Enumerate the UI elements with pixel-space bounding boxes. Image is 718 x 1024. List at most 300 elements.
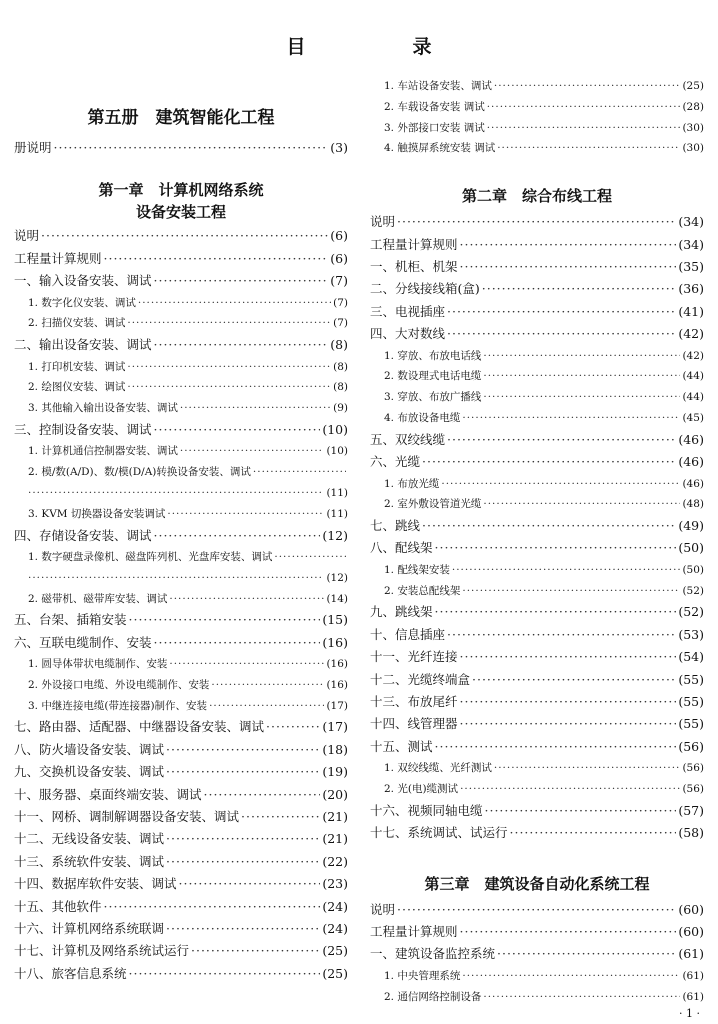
toc-entry-label: 1. 布放光缆 [384, 477, 440, 490]
toc-entry-page: (20) [322, 786, 348, 802]
toc-entry-page: (42) [682, 349, 704, 362]
leader-dots [154, 270, 329, 292]
toc-entry-label: 2. 数设理式电话电缆 [384, 370, 482, 383]
toc-entry-label: 十三、布放尾纤 [370, 694, 458, 710]
toc-subentry[interactable] [14, 675, 348, 696]
toc-subentry[interactable] [370, 97, 704, 118]
toc-entry[interactable] [370, 943, 704, 965]
toc-subentry[interactable] [370, 779, 704, 800]
toc-entry-label: 2. 模/数(A/D)、数/模(D/A)转换设备安装、调试 [28, 466, 251, 479]
chapter3-title: 第三章 建筑设备自动化系统工程 [424, 874, 650, 893]
toc-entry-label: 3. KVM 切换器设备安装调试 [28, 507, 166, 520]
toc-entry-page: (17) [326, 699, 348, 712]
toc-entry-page: (30) [682, 121, 704, 134]
toc-entry[interactable] [370, 691, 704, 713]
toc-entry-page: (18) [322, 741, 348, 757]
toc-entry[interactable] [14, 851, 348, 873]
toc-entry-label: 1. 穿放、布放电话线 [384, 349, 482, 362]
leader-dots [274, 547, 346, 568]
toc-entry[interactable] [14, 248, 348, 270]
leader-dots [28, 568, 324, 589]
leader-dots [241, 806, 320, 828]
leader-dots [435, 537, 677, 559]
chapter1-continued-entries [370, 76, 704, 159]
toc-entry-page: (16) [326, 658, 348, 671]
page-title: 目 录 [286, 36, 476, 58]
toc-entry-label: 1. 数字化仪安装、调试 [28, 296, 136, 309]
toc-entry-label: 2. 光(电)缆测试 [384, 783, 459, 795]
toc-entry-page: (6) [330, 250, 348, 266]
toc-entry-label: 十六、视频同轴电缆 [370, 802, 483, 818]
toc-entry[interactable] [14, 873, 348, 895]
leader-dots [211, 675, 324, 696]
toc-entry-page: (55) [678, 671, 704, 687]
toc-entry-label: 2. 外设接口电缆、外设电缆制作、安装 [28, 678, 210, 691]
leader-dots [28, 483, 324, 504]
toc-entry-label: 2. 通信网络控制设备 [384, 990, 482, 1003]
leader-dots [494, 76, 681, 97]
toc-entry-page: (19) [322, 764, 348, 780]
toc-entry-page: (56) [678, 738, 704, 754]
toc-entry-page: (8) [333, 360, 348, 373]
leader-dots [483, 366, 680, 387]
toc-subentry[interactable] [14, 696, 348, 717]
toc-entry-page: (61) [682, 969, 704, 982]
toc-entry[interactable] [14, 334, 348, 356]
toc-entry-label: 一、建筑设备监控系统 [370, 946, 496, 962]
toc-entry[interactable] [14, 828, 348, 850]
leader-dots [462, 408, 680, 429]
leader-dots [41, 225, 328, 247]
chapter2-title: 第二章 综合布线工程 [461, 187, 612, 206]
toc-entry-page: (16) [322, 634, 348, 650]
toc-entry-page: (46) [678, 431, 704, 447]
toc-entry-label: 七、路由器、适配器、中继器设备安装、调试 [14, 719, 265, 735]
toc-subentry[interactable] [14, 357, 348, 378]
toc-entry-label: 册说明 [14, 140, 52, 155]
leader-dots [54, 137, 329, 159]
toc-entry-page: (14) [326, 592, 348, 605]
toc-entry-label: 4. 触摸屏系统安装 调试 [384, 142, 496, 155]
toc-entry[interactable] [370, 669, 704, 691]
toc-entry-page: (55) [678, 694, 704, 710]
toc-entry-page: (56) [682, 762, 704, 775]
toc-subentry[interactable] [370, 366, 704, 387]
leader-dots [166, 828, 320, 850]
toc-entry-page: (60) [678, 923, 704, 939]
toc-subentry[interactable] [14, 441, 348, 462]
toc-entry-label: 十一、光纤连接 [370, 649, 458, 665]
toc-entry-label: 十七、系统调试、试运行 [370, 825, 508, 841]
toc-subentry[interactable] [370, 966, 704, 987]
toc-entry-page: (61) [678, 946, 704, 962]
leader-dots [154, 632, 321, 654]
leader-dots [422, 515, 676, 537]
leader-dots [487, 118, 681, 139]
toc-entry-page: (44) [682, 391, 704, 404]
leader-dots [129, 963, 321, 985]
toc-entry-page: (36) [678, 281, 704, 297]
leader-dots [460, 646, 677, 668]
toc-entry-page: (21) [322, 831, 348, 847]
leader-dots [127, 313, 331, 334]
toc-entry-label: 工程量计算规则 [370, 923, 458, 939]
toc-entry-label: 2. 室外敷设管道光缆 [384, 498, 482, 511]
toc-entry-page: (25) [322, 965, 348, 981]
toc-entry-page: (34) [678, 236, 704, 252]
toc-subentry[interactable] [14, 504, 348, 525]
toc-subentry[interactable] [14, 462, 348, 483]
toc-entry-label: 八、配线架 [370, 540, 433, 556]
toc-left-column [14, 103, 348, 985]
toc-entry[interactable] [370, 646, 704, 668]
toc-entry-label: 十、信息插座 [370, 626, 446, 642]
toc-entry-page: (11) [326, 507, 348, 520]
toc-subentry[interactable] [370, 76, 704, 97]
toc-subentry[interactable] [14, 568, 348, 589]
leader-dots [127, 357, 331, 378]
toc-entry-page: (45) [682, 411, 704, 424]
chapter1-title-line2: 设备安装工程 [135, 203, 226, 222]
leader-dots [138, 293, 331, 314]
toc-entry-page: (10) [322, 421, 348, 437]
toc-subentry[interactable] [14, 313, 348, 334]
toc-entry-page: (22) [322, 853, 348, 869]
toc-entry-page: (57) [678, 802, 704, 818]
leader-dots [483, 987, 680, 1008]
toc-subentry[interactable] [14, 547, 348, 568]
leader-dots [166, 739, 320, 761]
toc-entry-page: (6) [330, 228, 348, 244]
toc-entry-label: 一、输入设备安装、调试 [14, 273, 152, 289]
toc-entry-page: (11) [326, 486, 348, 499]
page-number: · 1 · [679, 1007, 700, 1020]
toc-entry-page: (52) [682, 584, 704, 597]
toc-entry-page: (21) [322, 809, 348, 825]
toc-entry-label: 1. 配线架安装 [384, 563, 450, 576]
toc-entry-page: (46) [682, 477, 704, 490]
toc-entry-label: 1. 双绞线缆、光纤测试 [384, 762, 492, 775]
leader-dots [462, 581, 680, 602]
toc-entry-volume-intro[interactable] [14, 137, 348, 159]
toc-entry-label: 3. 穿放、布放广播线 [384, 391, 482, 404]
toc-entry-page: (25) [682, 80, 704, 92]
toc-entry-label: 十八、旅客信息系统 [14, 965, 127, 981]
leader-dots [129, 609, 321, 631]
toc-entry-label: 十二、无线设备安装、调试 [14, 831, 165, 847]
toc-subentry[interactable] [370, 494, 704, 515]
toc-subentry[interactable] [370, 581, 704, 602]
toc-entry-label: 说明 [370, 214, 396, 230]
leader-dots [494, 758, 681, 779]
toc-subentry[interactable] [370, 387, 704, 408]
toc-entry-page: (48) [682, 498, 704, 511]
leader-dots [209, 696, 324, 717]
toc-entry[interactable] [370, 537, 704, 559]
toc-subentry[interactable] [370, 560, 704, 581]
leader-dots [447, 301, 676, 323]
toc-entry-page: (30) [682, 142, 704, 155]
toc-entry-label: 四、存储设备安装、调试 [14, 527, 152, 543]
leader-dots [397, 211, 676, 233]
toc-entry-label: 说明 [14, 228, 40, 244]
leader-dots [460, 921, 677, 943]
toc-entry-label: 3. 外部接口安装 调试 [384, 121, 485, 134]
leader-dots [180, 441, 325, 462]
toc-entry[interactable] [370, 899, 704, 921]
toc-entry-page: (7) [333, 317, 348, 330]
toc-entry-page: (35) [678, 258, 704, 274]
toc-entry-page: (60) [678, 901, 704, 917]
leader-dots [397, 899, 676, 921]
leader-dots [435, 736, 677, 758]
toc-subentry[interactable] [370, 987, 704, 1008]
leader-dots [435, 601, 677, 623]
toc-subentry[interactable] [370, 474, 704, 495]
leader-dots [127, 377, 331, 398]
toc-entry[interactable] [14, 270, 348, 292]
toc-entry-label: 九、跳线架 [370, 604, 433, 620]
toc-entry-page: (10) [326, 445, 348, 458]
toc-entry-label: 工程量计算规则 [370, 236, 458, 252]
toc-entry[interactable] [370, 234, 704, 256]
leader-dots [483, 387, 680, 408]
toc-subentry[interactable] [370, 346, 704, 367]
toc-entry-label: 1. 数字硬盘录像机、磁盘阵列机、光盘库安装、调试 [28, 550, 273, 563]
toc-entry[interactable] [370, 429, 704, 451]
leader-dots [154, 419, 321, 441]
toc-entry[interactable] [370, 278, 704, 300]
toc-entry[interactable] [370, 451, 704, 473]
chapter3-entries [370, 899, 704, 1008]
leader-dots [483, 494, 680, 515]
toc-entry-label: 3. 中继连接电缆(带连接器)制作、安装 [28, 699, 208, 712]
leader-dots [487, 97, 681, 118]
leader-dots [266, 716, 320, 738]
toc-entry[interactable] [14, 761, 348, 783]
toc-entry-page: (41) [678, 303, 704, 319]
toc-entry-page: (12) [322, 527, 348, 543]
toc-entry[interactable] [14, 918, 348, 940]
leader-dots [460, 691, 677, 713]
toc-entry-page: (50) [678, 540, 704, 556]
toc-entry-label: 十四、线管理器 [370, 716, 458, 732]
toc-entry[interactable] [370, 323, 704, 345]
leader-dots [462, 966, 680, 987]
toc-entry-label: 三、控制设备安装、调试 [14, 421, 152, 437]
toc-entry-label: 七、跳线 [370, 518, 421, 534]
toc-entry[interactable] [14, 716, 348, 738]
toc-entry-label: 1. 打印机安装、调试 [28, 360, 126, 373]
leader-dots [166, 918, 320, 940]
toc-entry-page: (12) [326, 571, 348, 584]
toc-subentry[interactable] [14, 398, 348, 419]
toc-entry[interactable] [370, 211, 704, 233]
toc-entry-page: (15) [322, 612, 348, 628]
toc-entry-label: 六、互联电缆制作、安装 [14, 634, 152, 650]
toc-entry-label: 二、分线接线箱(盒) [370, 281, 480, 297]
toc-entry[interactable] [14, 225, 348, 247]
toc-entry-page: (44) [682, 370, 704, 383]
toc-subentry[interactable] [14, 654, 348, 675]
toc-entry-label: 1. 计算机通信控制器安装、调试 [28, 445, 178, 458]
toc-entry-page: (34) [678, 214, 704, 230]
toc-entry-label: 2. 绘图仪安装、调试 [28, 381, 126, 394]
toc-entry-label: 二、输出设备安装、调试 [14, 337, 152, 353]
toc-entry-label: 十三、系统软件安装、调试 [14, 853, 165, 869]
toc-entry-label: 八、防火墙设备安装、调试 [14, 741, 165, 757]
leader-dots [166, 851, 320, 873]
leader-dots [447, 624, 676, 646]
leader-dots [447, 429, 676, 451]
chapter2-entries [370, 211, 704, 844]
leader-dots [167, 504, 324, 525]
toc-entry-page: (7) [333, 296, 348, 309]
toc-entry-page: (56) [682, 783, 704, 795]
toc-entry-page: (49) [678, 518, 704, 534]
toc-entry[interactable] [370, 736, 704, 758]
toc-entry-label: 2. 安装总配线架 [384, 584, 461, 597]
leader-dots [510, 822, 677, 844]
toc-entry-label: 1. 车站设备安装、调试 [384, 80, 492, 92]
toc-entry-page: (42) [678, 326, 704, 342]
toc-entry-page: (53) [678, 626, 704, 642]
toc-entry[interactable] [370, 301, 704, 323]
leader-dots [447, 323, 676, 345]
toc-entry[interactable] [14, 784, 348, 806]
toc-entry[interactable] [14, 940, 348, 962]
toc-entry-page: (16) [326, 678, 348, 691]
toc-entry-label: 十五、测试 [370, 738, 433, 754]
toc-subentry[interactable] [370, 138, 704, 159]
toc-entry[interactable] [370, 256, 704, 278]
leader-dots [460, 713, 677, 735]
toc-entry-label: 2. 磁带机、磁带库安装、调试 [28, 592, 168, 605]
toc-entry-page: (3) [330, 140, 348, 155]
toc-entry-label: 五、台架、插箱安装 [14, 612, 127, 628]
leader-dots [485, 800, 677, 822]
leader-dots [191, 940, 320, 962]
leader-dots [154, 525, 321, 547]
leader-dots [460, 234, 677, 256]
toc-subentry[interactable] [370, 118, 704, 139]
toc-subentry[interactable] [370, 758, 704, 779]
toc-entry-label: 1. 圆导体带状电缆制作、安装 [28, 658, 168, 671]
toc-entry[interactable] [370, 822, 704, 844]
toc-entry[interactable] [370, 921, 704, 943]
toc-entry-label: 1. 中央管理系统 [384, 969, 461, 982]
toc-entry-page: (55) [678, 716, 704, 732]
leader-dots [441, 474, 680, 495]
toc-entry[interactable] [14, 806, 348, 828]
toc-entry-page: (7) [330, 273, 348, 289]
toc-right-column [370, 76, 704, 1007]
toc-entry-label: 六、光缆 [370, 454, 421, 470]
toc-entry-label: 一、机柜、机架 [370, 258, 458, 274]
toc-entry-page: (8) [330, 337, 348, 353]
toc-entry-page: (24) [322, 898, 348, 914]
leader-dots [460, 779, 680, 800]
leader-dots [104, 896, 321, 918]
toc-entry-label: 2. 车载设备安装 调试 [384, 100, 485, 113]
volume-title: 第五册 建筑智能化工程 [87, 108, 275, 128]
leader-dots [482, 278, 677, 300]
toc-entry[interactable] [370, 515, 704, 537]
toc-entry-page: (58) [678, 825, 704, 841]
toc-subentry[interactable] [14, 589, 348, 610]
toc-entry-label: 十、服务器、桌面终端安装、调试 [14, 786, 202, 802]
toc-entry[interactable] [14, 632, 348, 654]
toc-entry-page: (54) [678, 649, 704, 665]
toc-entry-page: (8) [333, 381, 348, 394]
toc-entry-page: (28) [682, 100, 704, 113]
toc-entry[interactable] [370, 601, 704, 623]
leader-dots [497, 943, 676, 965]
toc-entry[interactable] [370, 800, 704, 822]
toc-entry-label: 三、电视插座 [370, 303, 446, 319]
toc-entry-page: (61) [682, 990, 704, 1003]
toc-entry-page: (46) [678, 454, 704, 470]
toc-entry[interactable] [370, 624, 704, 646]
toc-subentry[interactable] [14, 483, 348, 504]
leader-dots [179, 873, 321, 895]
toc-entry[interactable] [14, 525, 348, 547]
toc-entry-page: (25) [322, 943, 348, 959]
toc-entry-page: (52) [678, 604, 704, 620]
leader-dots [104, 248, 329, 270]
leader-dots [422, 451, 676, 473]
leader-dots [204, 784, 321, 806]
toc-subentry[interactable] [14, 377, 348, 398]
leader-dots [180, 398, 331, 419]
toc-entry[interactable] [14, 419, 348, 441]
toc-entry[interactable] [370, 713, 704, 735]
toc-entry-label: 说明 [370, 901, 396, 917]
leader-dots [253, 462, 346, 483]
toc-entry-label: 四、大对数线 [370, 326, 446, 342]
leader-dots [166, 761, 320, 783]
toc-entry-label: 十二、光缆终端盒 [370, 671, 471, 687]
toc-entry-label: 4. 布放设备电缆 [384, 411, 461, 424]
toc-entry-page: (9) [333, 402, 348, 415]
toc-entry-page: (24) [322, 920, 348, 936]
leader-dots [497, 138, 680, 159]
toc-entry-page: (17) [322, 719, 348, 735]
leader-dots [154, 334, 329, 356]
leader-dots [169, 654, 324, 675]
chapter1-entries [14, 225, 348, 985]
toc-entry[interactable] [14, 739, 348, 761]
leader-dots [452, 560, 681, 581]
toc-entry-label: 工程量计算规则 [14, 250, 102, 266]
toc-entry[interactable] [14, 896, 348, 918]
toc-subentry[interactable] [370, 408, 704, 429]
toc-entry-label: 十六、计算机网络系统联调 [14, 920, 165, 936]
toc-entry-page: (23) [322, 876, 348, 892]
toc-entry-label: 十一、网桥、调制解调器设备安装、调试 [14, 809, 240, 825]
toc-entry[interactable] [14, 609, 348, 631]
toc-entry[interactable] [14, 963, 348, 985]
toc-entry-label: 五、双绞线缆 [370, 431, 446, 447]
chapter1-title-line1: 第一章 计算机网络系统 [98, 181, 264, 200]
leader-dots [483, 346, 680, 367]
leader-dots [169, 589, 324, 610]
toc-entry-label: 九、交换机设备安装、调试 [14, 764, 165, 780]
leader-dots [460, 256, 677, 278]
toc-subentry[interactable] [14, 293, 348, 314]
toc-entry-label: 十四、数据库软件安装、调试 [14, 876, 177, 892]
toc-entry-label: 十七、计算机及网络系统试运行 [14, 943, 190, 959]
